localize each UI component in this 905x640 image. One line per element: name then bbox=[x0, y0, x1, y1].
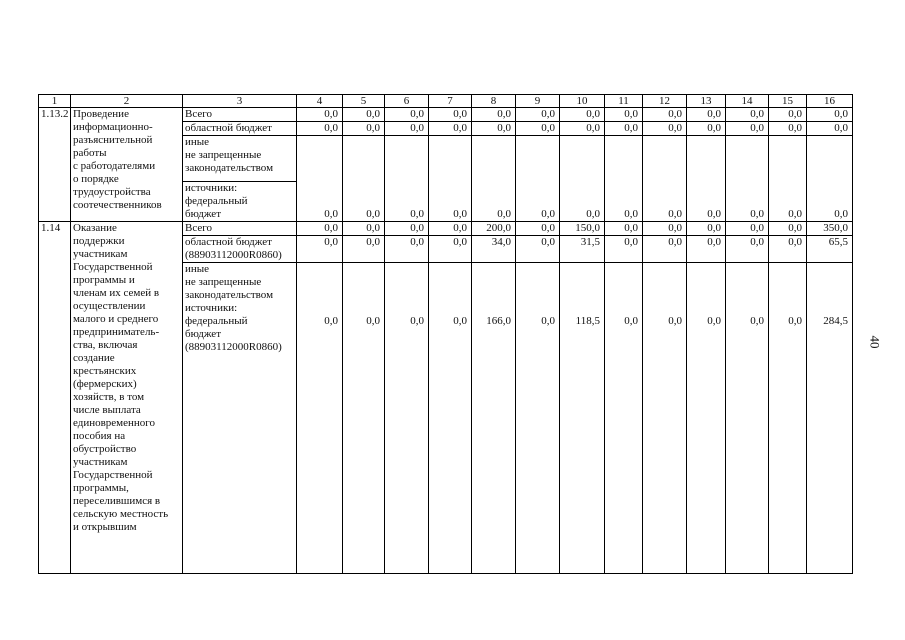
column-header-15: 15 bbox=[769, 95, 807, 108]
value-cell: 0,0 bbox=[769, 222, 807, 236]
value-cell: 0,0 bbox=[687, 263, 726, 574]
value-cell: 0,0 bbox=[385, 136, 429, 222]
funding-source: областной бюджет (88903112000R0860) bbox=[183, 236, 297, 263]
column-header-16: 16 bbox=[807, 95, 853, 108]
value-cell: 0,0 bbox=[687, 108, 726, 122]
value-cell: 200,0 bbox=[472, 222, 516, 236]
column-header-10: 10 bbox=[560, 95, 605, 108]
header-row bbox=[39, 95, 853, 108]
value-cell: 0,0 bbox=[726, 263, 769, 574]
value-cell: 0,0 bbox=[429, 236, 472, 263]
page-number: 40 bbox=[867, 335, 883, 349]
value-cell: 0,0 bbox=[297, 236, 343, 263]
column-header-2: 2 bbox=[71, 95, 183, 108]
value-cell: 0,0 bbox=[726, 108, 769, 122]
column-header-5: 5 bbox=[343, 95, 385, 108]
value-cell: 0,0 bbox=[769, 108, 807, 122]
value-cell: 0,0 bbox=[472, 108, 516, 122]
funding-source-other: иные не запрещенные законодательством bbox=[185, 136, 274, 174]
funding-source: иные не запрещенные законодательством источники: федеральный бюджет (88903112000R0860) bbox=[183, 263, 297, 574]
value-cell: 0,0 bbox=[343, 108, 385, 122]
value-cell: 0,0 bbox=[297, 108, 343, 122]
value-cell: 0,0 bbox=[605, 263, 643, 574]
value-cell: 0,0 bbox=[687, 222, 726, 236]
activity-name: Проведение информационно- разъяснительной работы с работодателями о порядке трудоустройства соотечественников bbox=[71, 108, 183, 222]
value-cell: 0,0 bbox=[429, 108, 472, 122]
value-cell: 0,0 bbox=[643, 222, 687, 236]
value-cell: 0,0 bbox=[429, 222, 472, 236]
row-1-13-2-total bbox=[39, 108, 853, 122]
column-header-3: 3 bbox=[183, 95, 297, 108]
value-cell: 0,0 bbox=[472, 136, 516, 222]
value-cell: 0,0 bbox=[726, 222, 769, 236]
value-cell: 0,0 bbox=[687, 236, 726, 263]
column-header-7: 7 bbox=[429, 95, 472, 108]
value-cell: 0,0 bbox=[385, 222, 429, 236]
value-cell: 0,0 bbox=[385, 108, 429, 122]
funding-source: областной бюджет bbox=[183, 122, 297, 136]
value-cell: 0,0 bbox=[343, 263, 385, 574]
value-cell: 350,0 bbox=[807, 222, 853, 236]
value-cell: 0,0 bbox=[807, 122, 853, 136]
value-cell: 0,0 bbox=[726, 236, 769, 263]
funding-source: Всего bbox=[183, 108, 297, 122]
value-cell: 0,0 bbox=[516, 136, 560, 222]
value-cell: 0,0 bbox=[769, 263, 807, 574]
value-cell: 0,0 bbox=[605, 108, 643, 122]
value-cell: 0,0 bbox=[385, 122, 429, 136]
value-cell: 0,0 bbox=[807, 108, 853, 122]
value-cell: 31,5 bbox=[560, 236, 605, 263]
column-header-1: 1 bbox=[39, 95, 71, 108]
value-cell: 0,0 bbox=[343, 136, 385, 222]
funding-source bbox=[183, 136, 297, 222]
value-cell: 0,0 bbox=[516, 263, 560, 574]
value-cell: 0,0 bbox=[516, 236, 560, 263]
value-cell: 34,0 bbox=[472, 236, 516, 263]
value-cell: 0,0 bbox=[605, 136, 643, 222]
value-cell: 0,0 bbox=[516, 108, 560, 122]
column-header-14: 14 bbox=[726, 95, 769, 108]
value-cell: 0,0 bbox=[560, 136, 605, 222]
value-cell: 65,5 bbox=[807, 236, 853, 263]
value-cell: 0,0 bbox=[605, 122, 643, 136]
value-cell: 0,0 bbox=[807, 136, 853, 222]
value-cell: 0,0 bbox=[643, 136, 687, 222]
value-cell: 150,0 bbox=[560, 222, 605, 236]
value-cell: 0,0 bbox=[297, 122, 343, 136]
budget-table bbox=[38, 94, 853, 574]
funding-source: Всего bbox=[183, 222, 297, 236]
value-cell: 0,0 bbox=[472, 122, 516, 136]
value-cell: 0,0 bbox=[297, 263, 343, 574]
column-header-13: 13 bbox=[687, 95, 726, 108]
value-cell: 0,0 bbox=[343, 236, 385, 263]
value-cell: 0,0 bbox=[643, 263, 687, 574]
column-header-6: 6 bbox=[385, 95, 429, 108]
row-1-14-line-0 bbox=[39, 222, 853, 236]
column-header-4: 4 bbox=[297, 95, 343, 108]
value-cell: 118,5 bbox=[560, 263, 605, 574]
value-cell: 0,0 bbox=[687, 122, 726, 136]
value-cell: 0,0 bbox=[687, 136, 726, 222]
value-cell: 0,0 bbox=[643, 122, 687, 136]
value-cell: 0,0 bbox=[769, 236, 807, 263]
row-number: 1.13.2 bbox=[39, 108, 71, 222]
funding-source-federal: источники: федеральный бюджет bbox=[183, 181, 296, 221]
value-cell: 0,0 bbox=[429, 136, 472, 222]
value-cell: 0,0 bbox=[643, 236, 687, 263]
value-cell: 0,0 bbox=[429, 263, 472, 574]
value-cell: 0,0 bbox=[643, 108, 687, 122]
value-cell: 0,0 bbox=[769, 122, 807, 136]
value-cell: 0,0 bbox=[605, 222, 643, 236]
column-header-8: 8 bbox=[472, 95, 516, 108]
value-cell: 0,0 bbox=[726, 136, 769, 222]
value-cell: 0,0 bbox=[560, 122, 605, 136]
value-cell: 166,0 bbox=[472, 263, 516, 574]
value-cell: 0,0 bbox=[385, 263, 429, 574]
column-header-12: 12 bbox=[643, 95, 687, 108]
value-cell: 0,0 bbox=[560, 108, 605, 122]
value-cell: 0,0 bbox=[343, 122, 385, 136]
value-cell: 0,0 bbox=[516, 122, 560, 136]
value-cell: 0,0 bbox=[516, 222, 560, 236]
column-header-11: 11 bbox=[605, 95, 643, 108]
column-header-9: 9 bbox=[516, 95, 560, 108]
value-cell: 0,0 bbox=[605, 236, 643, 263]
value-cell: 0,0 bbox=[385, 236, 429, 263]
value-cell: 0,0 bbox=[297, 136, 343, 222]
row-number: 1.14 bbox=[39, 222, 71, 574]
value-cell: 0,0 bbox=[297, 222, 343, 236]
value-cell: 0,0 bbox=[343, 222, 385, 236]
value-cell: 0,0 bbox=[726, 122, 769, 136]
value-cell: 0,0 bbox=[429, 122, 472, 136]
value-cell: 284,5 bbox=[807, 263, 853, 574]
value-cell: 0,0 bbox=[769, 136, 807, 222]
activity-name: Оказание поддержки участникам Государственной программы и членам их семей в осуществлении малого и среднего предприниматель- ства, включая создание крестьянских (фермерских) хозяйств, в том числе выплата единовременного пособия на обустройство участникам Государственной программы, переселившимся в сельскую местность и открывшим bbox=[71, 222, 183, 574]
